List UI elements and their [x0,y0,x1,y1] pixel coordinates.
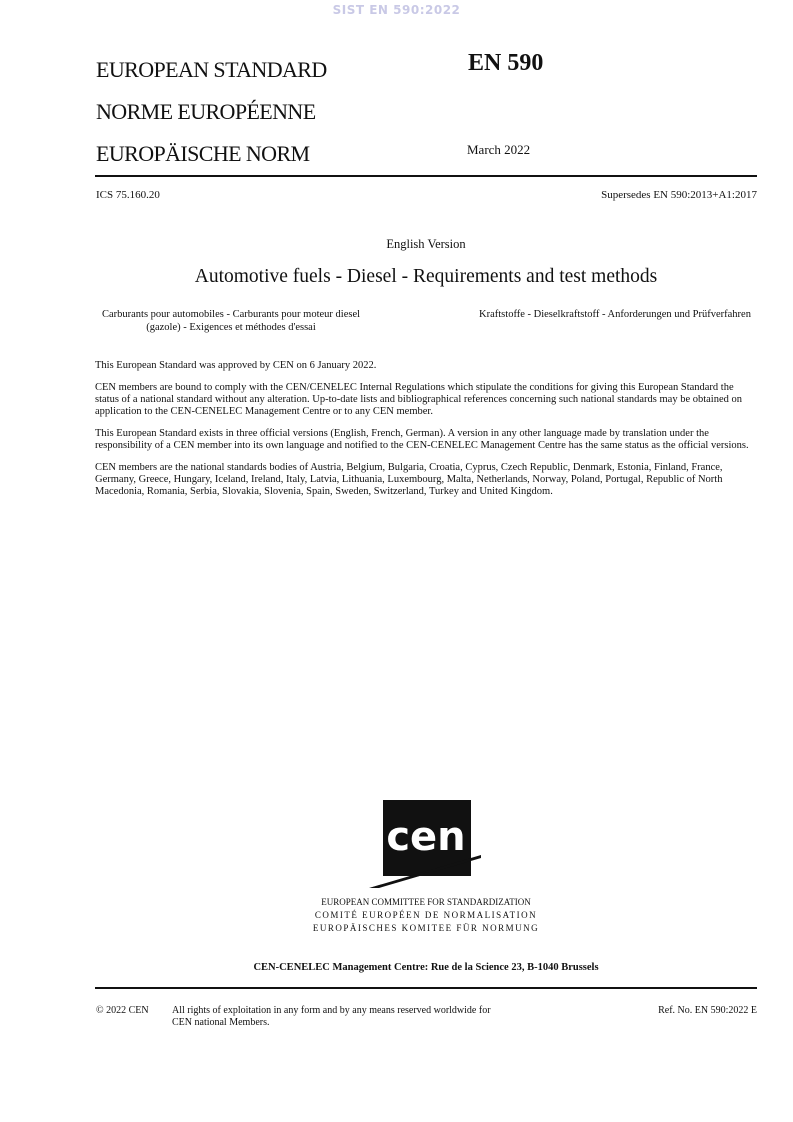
footer-divider [95,987,757,989]
watermark: SIST EN 590:2022 [332,3,461,17]
committee-english: EUROPEAN COMMITTEE FOR STANDARDIZATION [321,897,531,907]
cen-logo-text: cen [386,814,466,860]
french-title: Carburants pour automobiles - Carburants pour moteur diesel (gazole) - Exigences et méthodes d'essai [101,309,361,333]
reference-number: Ref. No. EN 590:2022 E [658,1005,757,1016]
committee-german: EUROPÄISCHES KOMITEE FÜR NORMUNG [312,923,540,933]
committee-french: COMITÉ EUROPÉEN DE NORMALISATION [314,910,538,920]
title-europaische-norm: EUROPÄISCHE NORM [96,141,310,166]
cen-logo [369,800,484,890]
publication-date: March 2022 [467,142,531,157]
standard-titles [96,52,327,178]
document-title: Automotive fuels - Diesel - Requirements and test methods [194,266,658,287]
title-european-standard: EUROPEAN STANDARD [96,57,327,82]
members-paragraph: CEN members are the national standards bodies of Austria, Belgium, Bulgaria, Croatia, Cyprus, Czech Republic, Denmark, Estonia, Finland, France, Germany, Greece, Hungary, Iceland, Ireland, Italy, Latvia, Lithuania, Luxembourg, Malta, Netherlands, Norway, Poland, Portugal, Republic of North Macedonia, Romania, Serbia, Slovakia, Slovenia, Spain, Sweden, Switzerland, Turkey and United Kingdom. [95,462,723,497]
header-divider [95,175,757,177]
copyright: © 2022 CEN [96,1005,149,1016]
supersedes-note: Supersedes EN 590:2013+A1:2017 [601,189,757,201]
german-title: Kraftstoffe - Dieselkraftstoff - Anforderungen und Prüfverfahren [479,309,751,320]
rights-statement: All rights of exploitation in any form and by any means reserved worldwide for CEN national Members. [172,1005,491,1028]
ics-code: ICS 75.160.20 [96,189,160,201]
compliance-paragraph: CEN members are bound to comply with the CEN/CENELEC Internal Regulations which stipulate the conditions for giving this European Standard the status of a national standard without any alteration. Up-to-date lists and bibliographical references concerning such national standards may be obtained on application to the CEN-CENELEC Management Centre or to any CEN member. [95,382,743,417]
standard-number: EN 590 [468,50,544,76]
management-centre-address: CEN-CENELEC Management Centre: Rue de la Science 23, B-1040 Brussels [253,962,599,973]
approval-paragraph: This European Standard was approved by CEN on 6 January 2022. [95,360,377,371]
versions-paragraph: This European Standard exists in three official versions (English, French, German). A version in any other language made by translation under the responsibility of a CEN member into its own language and notified to the CEN-CENELEC Management Centre has the same status as the official versions. [95,428,749,451]
version-label: English Version [386,237,466,251]
body-paragraphs [95,360,759,508]
title-norme-europeenne: NORME EUROPÉENNE [96,99,316,124]
